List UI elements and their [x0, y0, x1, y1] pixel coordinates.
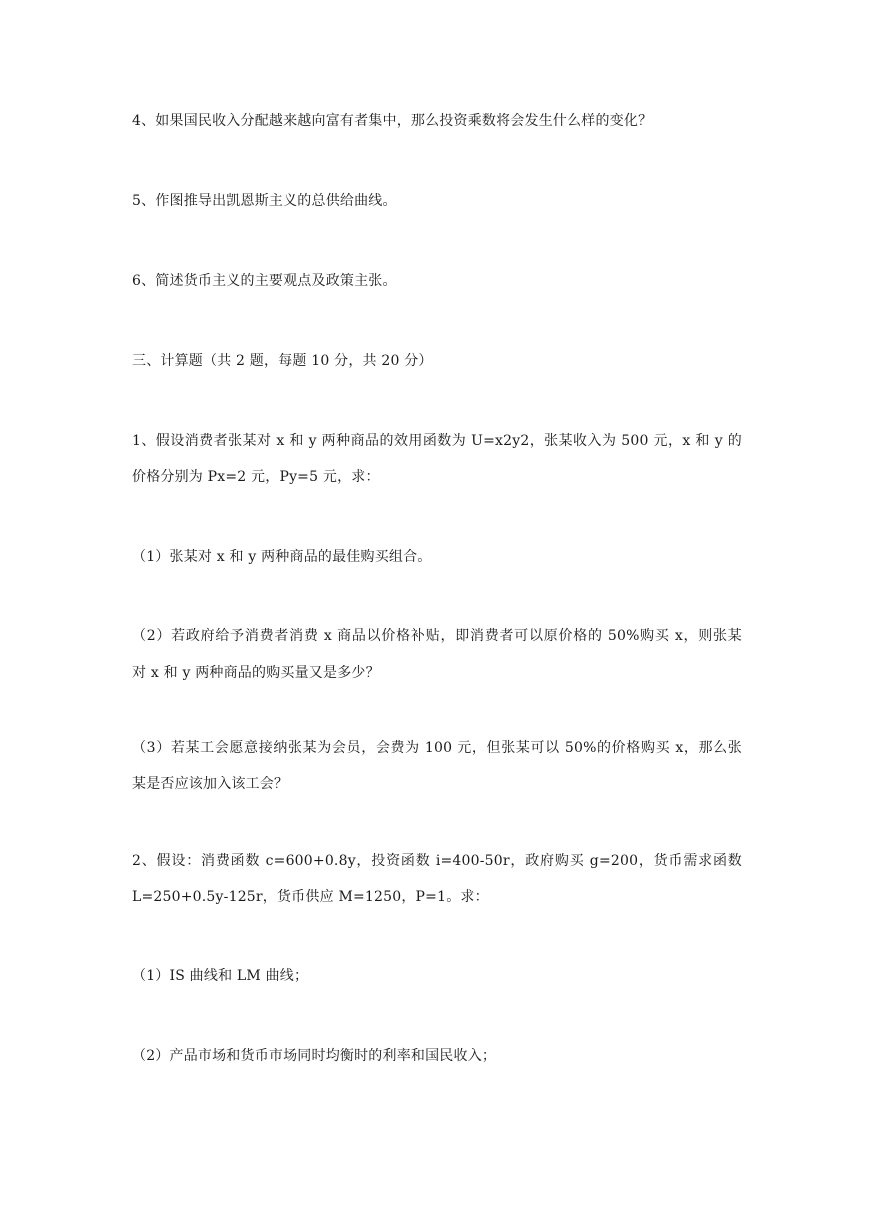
- section-heading-calculation: 三、计算题（共 2 题，每题 10 分，共 20 分）: [132, 353, 433, 369]
- calc-question-2-line-1: 2、假设：消费函数 c=600+0.8y，投资函数 i=400-50r，政府购买 g=200，货币需求函数: [132, 853, 742, 869]
- question-5: 5、作图推导出凯恩斯主义的总供给曲线。: [132, 193, 397, 209]
- calc-question-1-line-2: 价格分别为 Px=2 元，Py=5 元，求：: [132, 469, 380, 485]
- calc-question-1-part-1: （1）张某对 x 和 y 两种商品的最佳购买组合。: [132, 549, 432, 565]
- question-4: 4、如果国民收入分配越来越向富有者集中，那么投资乘数将会发生什么样的变化？: [132, 113, 653, 129]
- calc-question-1-part-2-line-2: 对 x 和 y 两种商品的购买量又是多少？: [132, 665, 380, 681]
- calc-question-1-line-1: 1、假设消费者张某对 x 和 y 两种商品的效用函数为 U=x2y2，张某收入为 500 元，x 和 y 的: [132, 433, 742, 449]
- calc-question-1-part-3-line-1: （3）若某工会愿意接纳张某为会员，会费为 100 元，但张某可以 50%的价格购买 x，那么张: [132, 740, 742, 756]
- calc-question-1-part-3-line-2: 某是否应该加入该工会？: [132, 776, 289, 792]
- calc-question-2-part-2: （2）产品市场和货币市场同时均衡时的利率和国民收入；: [132, 1048, 497, 1064]
- calc-question-2-line-2: L=250+0.5y-125r，货币供应 M=1250，P=1。求：: [132, 889, 489, 905]
- calc-question-2-part-1: （1）IS 曲线和 LM 曲线；: [132, 968, 309, 984]
- calc-question-1-part-2-line-1: （2）若政府给予消费者消费 x 商品以价格补贴，即消费者可以原价格的 50%购买 x，则张某: [132, 628, 742, 644]
- question-6: 6、简述货币主义的主要观点及政策主张。: [132, 273, 397, 289]
